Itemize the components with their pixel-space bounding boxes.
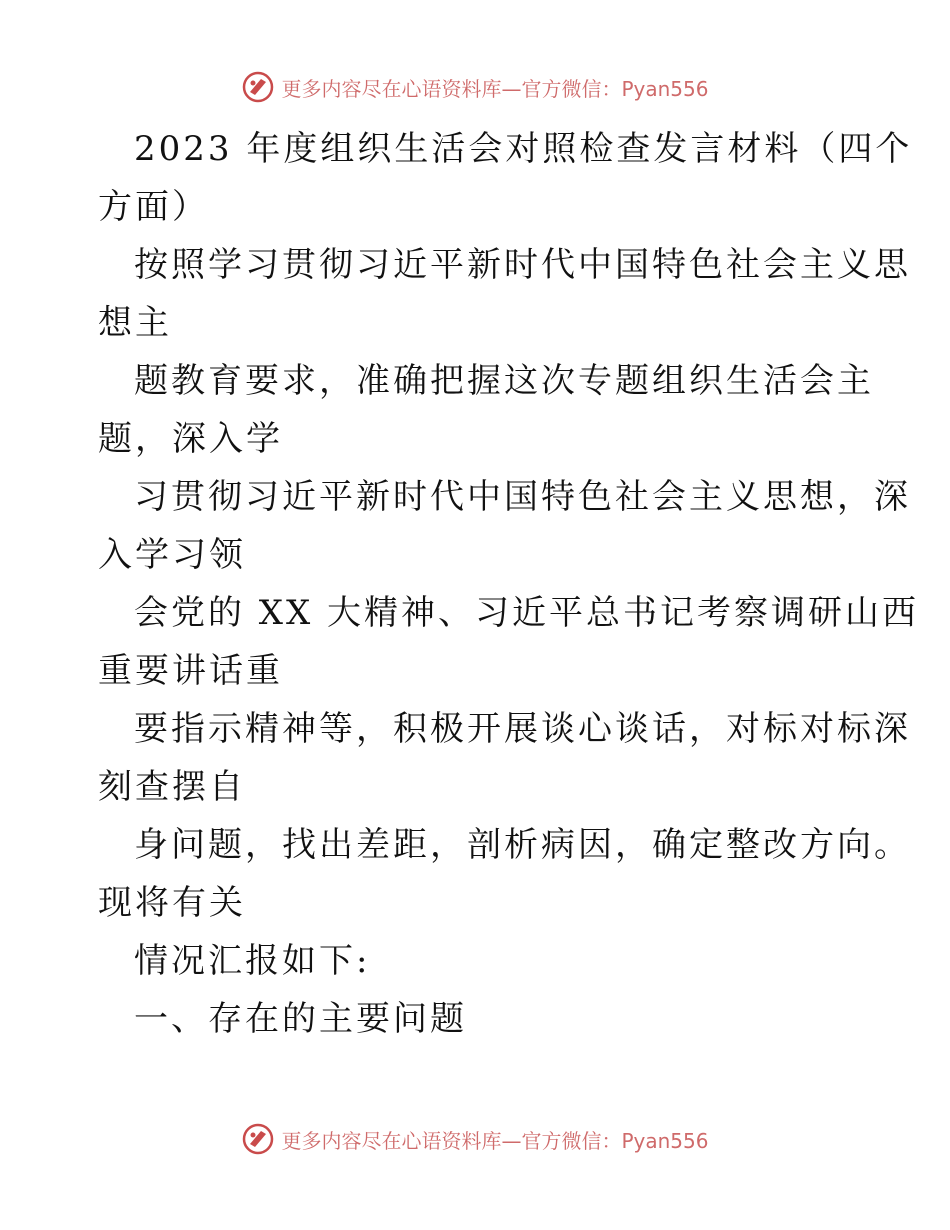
watermark-text: 更多内容尽在心语资料库—官方微信：Pyan556 [281,1128,709,1153]
text-line: 按照学习贯彻习近平新时代中国特色社会主义思 [134,245,911,285]
text-line: 重要讲话重 [98,651,283,691]
text-line: 身问题，找出差距，剖析病因，确定整改方向。 [134,825,911,865]
text-line: 一、存在的主要问题 [134,999,467,1039]
text-line: 习贯彻习近平新时代中国特色社会主义思想，深 [134,477,911,517]
footer-watermark [0,1122,950,1156]
text-line: 2023 年度组织生活会对照检查发言材料（四个 [134,129,913,169]
text-line: 入学习领 [98,535,246,575]
text-line: 现将有关 [98,883,246,923]
seal-logo-icon [241,1122,275,1156]
text-line: 情况汇报如下: [134,941,371,981]
text-line: 想主 [98,303,172,343]
text-line: 刻查摆自 [98,767,246,807]
text-line: 会党的 XX 大精神、习近平总书记考察调研山西 [134,593,920,633]
watermark-text: 更多内容尽在心语资料库—官方微信：Pyan556 [281,76,709,101]
text-line: 要指示精神等，积极开展谈心谈话，对标对标深 [134,709,911,749]
header-watermark [0,70,950,104]
text-line: 题教育要求，准确把握这次专题组织生活会主 [134,361,874,401]
document-body [0,120,950,1048]
seal-logo-icon [241,70,275,104]
text-line: 题，深入学 [98,419,283,459]
text-line: 方面） [98,187,209,227]
